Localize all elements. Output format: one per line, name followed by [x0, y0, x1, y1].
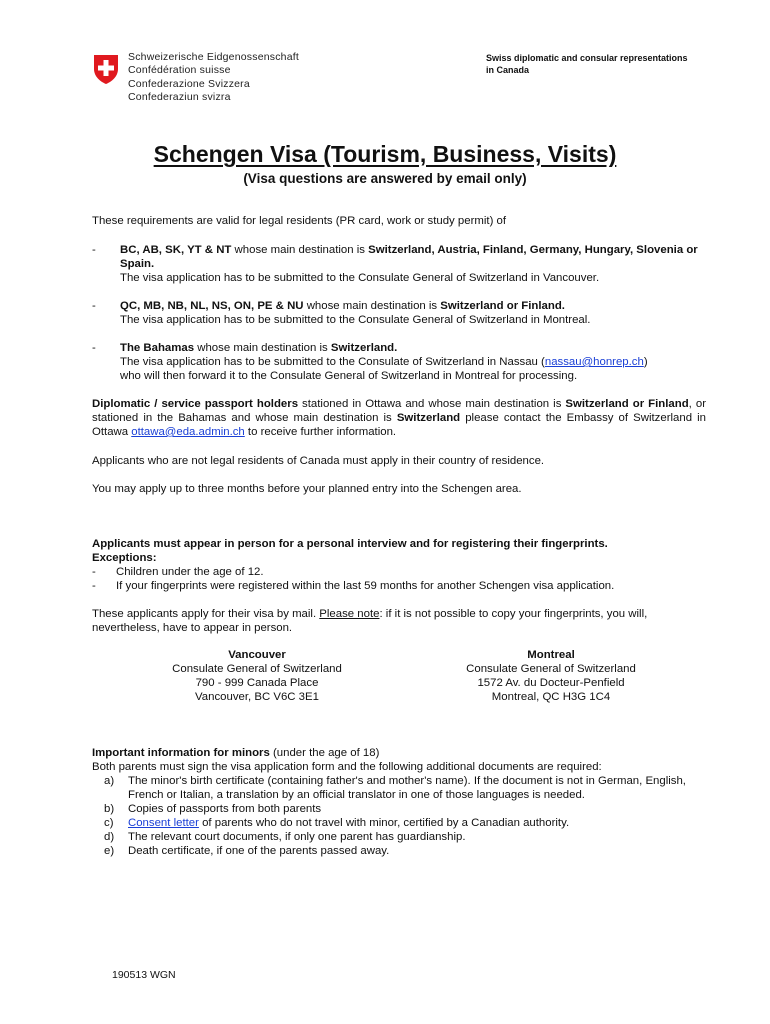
representations-heading — [486, 52, 688, 76]
rep-line-2: in Canada — [486, 65, 530, 75]
list-item — [104, 844, 704, 858]
logo-line-rm: Confederaziun svizra — [128, 91, 231, 104]
address-line: 1572 Av. du Docteur-Penfield — [477, 677, 625, 689]
address-line: Consulate General of Switzerland — [172, 663, 342, 675]
address-line: 790 - 999 Canada Place — [195, 677, 319, 689]
page-subtitle: (Visa questions are answered by email only) — [243, 171, 527, 186]
in-person-heading: Applicants must appear in person for a personal interview and for registering their fingerprints. — [92, 538, 608, 550]
submit-instruction: The visa application has to be submitted to the Consulate General of Switzerland in Vancouver. — [120, 272, 600, 284]
intro-text: These requirements are valid for legal residents (PR card, work or study permit) of — [92, 215, 507, 227]
address-city: Vancouver — [228, 649, 286, 661]
exception-item: - If your fingerprints were registered within the last 59 months for another Schengen visa application. — [92, 580, 615, 592]
vancouver-address — [127, 648, 387, 704]
diplomatic-destination: Switzerland — [396, 412, 461, 424]
logo-line-it: Confederazione Svizzera — [128, 77, 250, 90]
rule-connector: whose main destination is — [303, 300, 441, 312]
residence-rule-western — [120, 243, 710, 285]
montreal-address — [421, 648, 681, 704]
rule-connector: whose main destination is — [194, 342, 331, 354]
diplomatic-text: please contact the Embassy of Switzerland in Ottawa — [92, 412, 706, 438]
list-item-text: of parents who do not travel with minor, certified by a Canadian authority. — [198, 817, 570, 829]
swiss-flag-icon — [92, 54, 120, 85]
minors-intro: Both parents must sign the visa application form and the following additional documents are required: — [92, 761, 602, 773]
bullet-marker: - — [92, 342, 96, 354]
destinations-west: Switzerland, Austria, Finland, Germany, Hungary, Slovenia or Spain. — [120, 244, 698, 270]
residence-rule-bahamas — [120, 341, 710, 383]
mail-text: : if it is not possible to copy your fingerprints, you will, nevertheless, have to appear in person. — [92, 608, 648, 634]
list-item-text: Death certificate, if one of the parents passed away. — [128, 845, 390, 857]
minors-documents-list — [104, 774, 704, 858]
paren-close: ) — [643, 356, 648, 368]
rep-line-1: Swiss diplomatic and consular representations — [486, 53, 688, 63]
logo-line-fr: Confédération suisse — [128, 64, 231, 77]
document-reference: 190513 WGN — [112, 969, 176, 981]
list-marker: e) — [104, 845, 115, 857]
list-marker: c) — [104, 817, 114, 829]
address-line: Vancouver, BC V6C 3E1 — [195, 691, 319, 703]
minors-heading — [92, 746, 706, 760]
address-city: Montreal — [527, 649, 575, 661]
exception-text: If your fingerprints were registered within the last 59 months for another Schengen visa application. — [116, 580, 615, 592]
diplomatic-paragraph — [92, 397, 706, 439]
address-line: Montreal, QC H3G 1C4 — [491, 691, 611, 703]
diplomatic-text: stationed in Ottawa and whose main destination is — [298, 398, 566, 410]
mail-text: These applicants apply for their visa by mail. — [92, 608, 320, 620]
diplomatic-destinations: Switzerland or Finland — [565, 398, 689, 410]
list-item-text: Copies of passports from both parents — [128, 803, 322, 815]
destinations-east: Switzerland or Finland. — [440, 300, 565, 312]
minors-heading-rest: (under the age of 18) — [269, 747, 380, 759]
nassau-email-link[interactable]: nassau@honrep.ch — [544, 356, 644, 368]
provinces-east: QC, MB, NB, NL, NS, ON, PE & NU — [120, 300, 304, 312]
list-item-text: The minor's birth certificate (containing father's and mother's name). If the document is not in German, English, French or Italian, a translation by an official translator in one of those languages is needed. — [128, 775, 686, 801]
logo-line-de: Schweizerische Eidgenossenschaft — [128, 51, 299, 63]
submit-instruction: The visa application has to be submitted to the Consulate General of Switzerland in Montreal. — [120, 314, 591, 326]
diplomatic-label: Diplomatic / service passport holders — [92, 398, 299, 410]
list-item — [104, 802, 704, 816]
address-line: Consulate General of Switzerland — [466, 663, 636, 675]
destination-bahamas: Switzerland. — [330, 342, 398, 354]
ottawa-email-link[interactable]: ottawa@eda.admin.ch — [131, 426, 245, 438]
consent-letter-link[interactable]: Consent letter — [128, 817, 199, 829]
page-title: Schengen Visa (Tourism, Business, Visits) — [153, 141, 617, 167]
please-note-label: Please note — [319, 608, 380, 620]
exception-text: Children under the age of 12. — [116, 566, 264, 578]
list-item — [104, 830, 704, 844]
non-residents-note: Applicants who are not legal residents of Canada must apply in their country of residence. — [92, 455, 545, 467]
apply-window-note: You may apply up to three months before your planned entry into the Schengen area. — [92, 483, 522, 495]
minors-heading-bold: Important information for minors — [92, 747, 270, 759]
list-marker: d) — [104, 831, 115, 843]
bullet-marker: - — [92, 244, 96, 256]
diplomatic-text: to receive further information. — [244, 426, 397, 438]
list-marker: b) — [104, 803, 115, 815]
bahamas-label: The Bahamas — [120, 342, 195, 354]
submit-instruction: The visa application has to be submitted to the Consulate of Switzerland in Nassau ( — [120, 356, 545, 368]
provinces-west: BC, AB, SK, YT & NT — [120, 244, 232, 256]
list-item-text: The relevant court documents, if only one parent has guardianship. — [128, 831, 466, 843]
list-item — [104, 774, 704, 802]
rule-connector: whose main destination is — [231, 244, 369, 256]
exceptions-label: Exceptions: — [92, 552, 157, 564]
exception-item: - Children under the age of 12. — [92, 566, 264, 578]
forwarding-note: who will then forward it to the Consulate General of Switzerland in Montreal for processing. — [120, 370, 578, 382]
confederation-name — [128, 51, 299, 105]
bullet-marker: - — [92, 300, 96, 312]
diplomatic-text: , or stationed in the Bahamas and whose main destination is — [92, 398, 706, 424]
mail-application-note — [92, 607, 706, 635]
list-item — [104, 816, 704, 830]
list-marker: a) — [104, 775, 115, 787]
residence-rule-eastern — [120, 299, 710, 327]
